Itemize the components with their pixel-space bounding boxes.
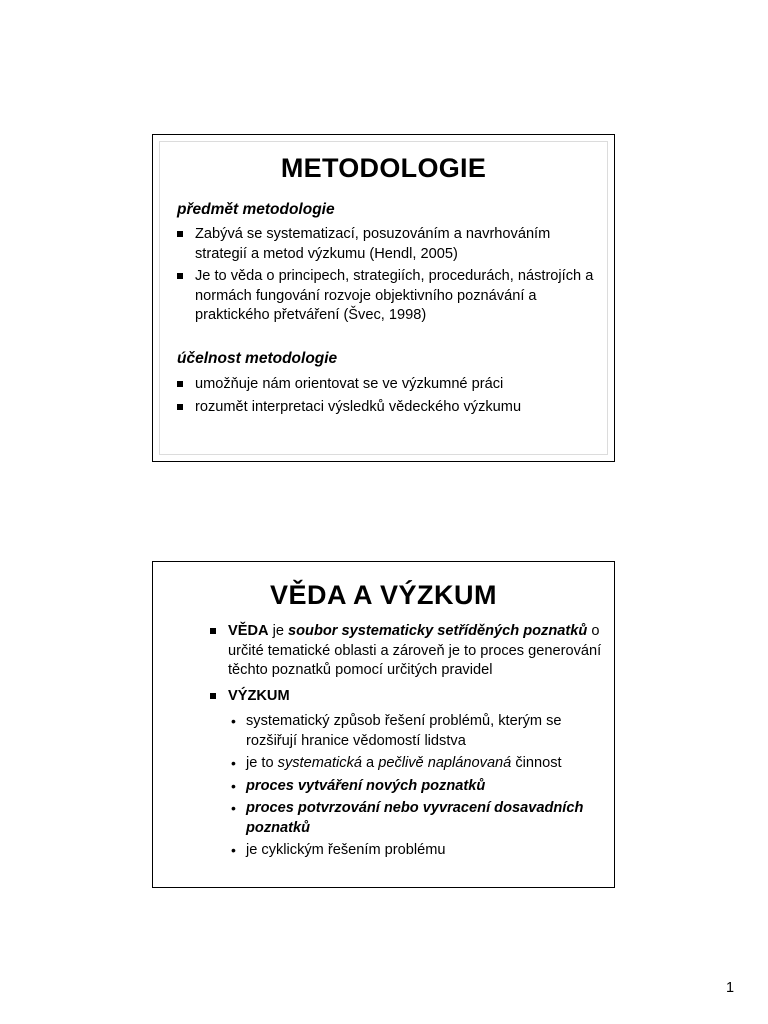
dot-bullet-icon: • bbox=[231, 800, 236, 816]
list-item-veda bbox=[228, 622, 608, 681]
sub-item-text-pre: je to bbox=[246, 755, 278, 771]
sub-list-item bbox=[228, 841, 608, 861]
slide-title: METODOLOGIE bbox=[280, 153, 487, 183]
term-vyzkum: VÝZKUM bbox=[228, 687, 290, 704]
dot-bullet-icon: • bbox=[231, 755, 236, 771]
sub-list-item bbox=[228, 754, 608, 774]
sub-item-text: proces potvrzování nebo vyvracení dosavadních poznatků bbox=[246, 800, 584, 836]
definition-rest: o určité tematické oblasti a zároveň je to proces generování těchto poznatků pomocí určitých pravidel bbox=[228, 623, 602, 678]
term-veda: VĚDA bbox=[228, 623, 269, 639]
dot-bullet-icon: • bbox=[231, 777, 236, 794]
square-bullet-icon bbox=[177, 231, 183, 237]
sub-item-text: systematický způsob řešení problémů, kterým se rozšiřují hranice vědomostí lidstva bbox=[246, 713, 562, 749]
square-bullet-icon bbox=[210, 693, 216, 699]
list-item bbox=[195, 225, 605, 264]
square-bullet-icon bbox=[177, 381, 183, 387]
slide-metodologie bbox=[152, 134, 615, 462]
sub-item-em1: systematická bbox=[277, 755, 362, 771]
square-bullet-icon bbox=[177, 273, 183, 279]
section-heading-predmet: předmět metodologie bbox=[177, 201, 335, 218]
section-heading-ucelnost: účelnost metodologie bbox=[177, 350, 338, 367]
list-item-text: Zabývá se systematizací, posuzováním a navrhováním strategií a metod výzkumu (Hendl, 2005) bbox=[195, 226, 551, 262]
bullet-list-veda-vyzkum bbox=[228, 622, 608, 867]
list-item bbox=[195, 375, 605, 395]
dot-bullet-icon: • bbox=[231, 842, 236, 858]
sub-list-item bbox=[228, 712, 608, 751]
slide-title: VĚDA A VÝZKUM bbox=[269, 580, 497, 610]
list-item bbox=[195, 398, 605, 418]
bullet-list-ucelnost bbox=[195, 375, 605, 420]
list-item-text: Je to věda o principech, strategiích, procedurách, nástrojích a normách fungování rozvoje objektivního poznávání a praktického přetváření (Švec, 1998) bbox=[195, 268, 594, 323]
sub-item-text-mid: a bbox=[361, 755, 379, 771]
list-item bbox=[195, 267, 605, 326]
list-item-text: umožňuje nám orientovat se ve výzkumné práci bbox=[195, 376, 504, 392]
list-item-vyzkum bbox=[228, 687, 608, 861]
slide-veda-a-vyzkum bbox=[152, 561, 615, 888]
page-number: 1 bbox=[726, 980, 735, 996]
square-bullet-icon bbox=[210, 628, 216, 634]
sub-list-item bbox=[228, 777, 608, 797]
bullet-list-predmet bbox=[195, 225, 605, 329]
list-item-text: rozumět interpretaci výsledků vědeckého výzkumu bbox=[195, 398, 522, 415]
sub-item-text: proces vytváření nových poznatků bbox=[246, 777, 486, 794]
square-bullet-icon bbox=[177, 404, 183, 410]
sub-item-text: je cyklickým řešením problému bbox=[246, 842, 446, 858]
sub-item-text-post: činnost bbox=[511, 755, 562, 771]
sub-item-em2: pečlivě naplánovaná bbox=[378, 755, 512, 771]
sub-list-vyzkum bbox=[228, 712, 608, 861]
dot-bullet-icon: • bbox=[231, 713, 236, 729]
sub-list-item bbox=[228, 799, 608, 838]
definition-text: soubor systematicky setříděných poznatků bbox=[288, 623, 588, 639]
connector-text: je bbox=[268, 623, 289, 639]
